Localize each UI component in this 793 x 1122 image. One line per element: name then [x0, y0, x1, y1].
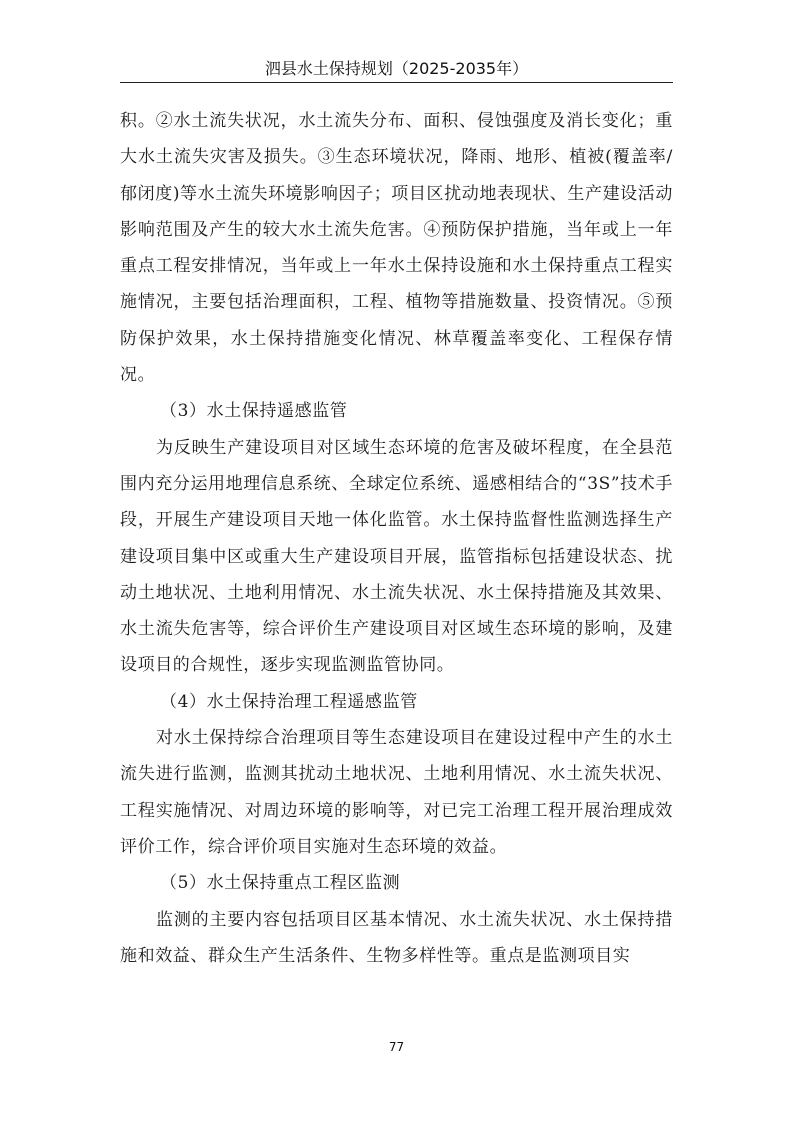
paragraph-remote-sensing-supervision: 为反映生产建设项目对区域生态环境的危害及破坏程度，在全县范围内充分运用地理信息系统、全球定位系统、遥感相结合的“3S”技术手段，开展生产建设项目天地一体化监管。水土保持监督性监测选择生产建设项目集中区或重大生产建设项目开展，监管指标包括建设状态、扰动土地状况、土地利用情况、水土流失状况、水土保持措施及其效果、水土流失危害等，综合评价生产建设项目对区域生态环境的影响，及建设项目的合规性，逐步实现监测监管协同。: [120, 437, 673, 676]
paragraph-key-project-monitoring: 监测的主要内容包括项目区基本情况、水土流失状况、水土保持措施和效益、群众生产生活条件、生物多样性等。重点是监测项目实: [120, 909, 673, 966]
page-number: 77: [388, 1040, 405, 1054]
section-heading-remote-sensing-supervision: （3）水土保持遥感监管: [160, 401, 348, 422]
page-body: [120, 103, 673, 974]
paragraph-governance-project-supervision: 对水土保持综合治理项目等生态建设项目在建设过程中产生的水土流失进行监测，监测其扰动土地状况、土地利用情况、水土流失状况、工程实施情况、对周边环境的影响等，对已完工治理工程开展治理成效评价工作，综合评价项目实施对生态环境的效益。: [120, 728, 673, 857]
running-header: 泗县水土保持规划（2025-2035年）: [264, 59, 529, 78]
section-heading-governance-project-supervision: （4）水土保持治理工程遥感监管: [160, 691, 418, 712]
section-heading-key-project-monitoring: （5）水土保持重点工程区监测: [160, 873, 401, 894]
paragraph-monitoring-content-continued: 积。②水土流失状况，水土流失分布、面积、侵蚀强度及消长变化；重大水土流失灾害及损失。③生态环境状况，降雨、地形、植被(覆盖率/郁闭度)等水土流失环境影响因子；项目区扰动地表现状、生产建设活动影响范围及产生的较大水土流失危害。④预防保护措施，当年或上一年重点工程安排情况，当年或上一年水土保持设施和水土保持重点工程实施情况，主要包括治理面积，工程、植物等措施数量、投资情况。⑤预防保护效果，水土保持措施变化情况、林草覆盖率变化、工程保存情况。: [120, 111, 673, 386]
header-rule: [120, 82, 673, 83]
